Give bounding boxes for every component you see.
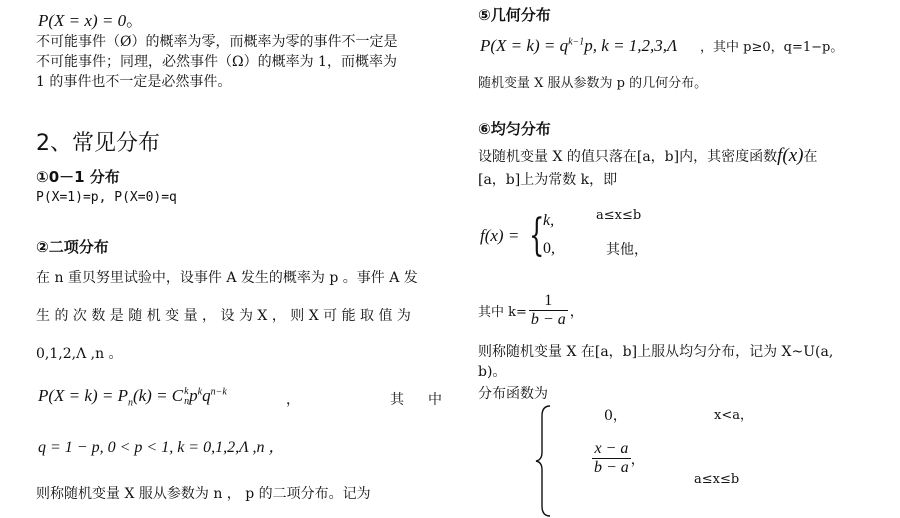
cdf-case-2-condition: a≤x≤b <box>694 472 740 487</box>
impossible-event-line-1: 不可能事件（Ø）的概率为零，而概率为零的事件不一定是 <box>36 34 398 50</box>
binomial-text-qi: 其 <box>390 392 404 408</box>
uniform-text-line-2: [a，b]上为常数 k，即 <box>478 172 618 188</box>
binomial-conditions: q = 1 − p, 0 < p < 1, k = 0,1,2,Λ ,n ， <box>38 439 285 456</box>
impossible-event-line-3: 1 的事件也不一定是必然事件。 <box>36 74 232 90</box>
geometric-description: 随机变量 X 服从参数为 p 的几何分布。 <box>478 76 708 91</box>
prob-zero-formula: P(X = x) = 0。 <box>38 11 144 30</box>
cdf-label: 分布函数为 <box>478 386 548 402</box>
uniform-text-line-1: 设随机变量 X 的值只落在[a，b]内，其密度函数f(x)在 <box>478 145 818 166</box>
subsection-title-01-distribution: ①0－1 分布 <box>36 168 120 186</box>
uniform-case-1-value: k, <box>543 212 555 229</box>
uniform-case-2-condition: 其他， <box>606 242 648 258</box>
uniform-k-definition: 其中 k= $\frac{1}{b - a}$ ， <box>478 292 584 328</box>
cdf-case-2-value: $\frac{x - a}{b - a}$ ， <box>594 440 645 476</box>
uniform-conclusion-line-1: 则称随机变量 X 在[a，b]上服从均匀分布，记为 X~U(a, <box>478 344 834 360</box>
uniform-density-lhs: f(x) = <box>480 226 520 245</box>
binomial-text-line-2: 生 的 次 数 是 随 机 变 量 ， 设 为 X ， 则 X 可 能 取 值 为 <box>36 308 411 324</box>
cdf-case-1-value: 0， <box>604 408 627 424</box>
uniform-conclusion-line-2: b)。 <box>478 364 507 380</box>
binomial-formula-comma: ， <box>286 392 300 408</box>
cdf-case-1-condition: x<a， <box>714 408 753 423</box>
subsection-title-uniform: ⑥均匀分布 <box>478 120 551 138</box>
binomial-pmf-formula: $P(X = k) = P_n(k) = C$ k n $p^kq^{n-k}$ <box>38 386 227 409</box>
uniform-density-brace: { <box>529 210 545 261</box>
cdf-brace <box>532 404 556 518</box>
impossible-event-line-2: 不可能事件；同理，必然事件（Ω）的概率为 1，而概率为 <box>36 54 397 70</box>
uniform-case-2-value: 0, <box>543 240 555 257</box>
geometric-pmf-formula: $P(X = k) = q^{k-1}p$, k = 1,2,3,Λ <box>480 36 678 55</box>
binomial-text-zhong: 中 <box>428 392 442 408</box>
subsection-title-binomial: ②二项分布 <box>36 238 109 256</box>
binomial-text-line-1: 在 n 重贝努里试验中，设事件 A 发生的概率为 p 。事件 A 发 <box>36 270 418 286</box>
binomial-conclusion-line: 则称随机变量 X 服从参数为 n ， p 的二项分布。记为 <box>36 486 371 502</box>
geometric-formula-note: ，其中 p≥0，q=1−p。 <box>700 40 844 55</box>
binomial-text-line-3: 0,1,2,Λ ,n 。 <box>36 346 123 362</box>
uniform-case-1-condition: a≤x≤b <box>596 208 642 223</box>
subsection-title-geometric: ⑤几何分布 <box>478 6 551 24</box>
section-title-common-distributions: 2、常见分布 <box>36 131 160 156</box>
bernoulli-formula: P(X=1)=p, P(X=0)=q <box>36 190 177 205</box>
